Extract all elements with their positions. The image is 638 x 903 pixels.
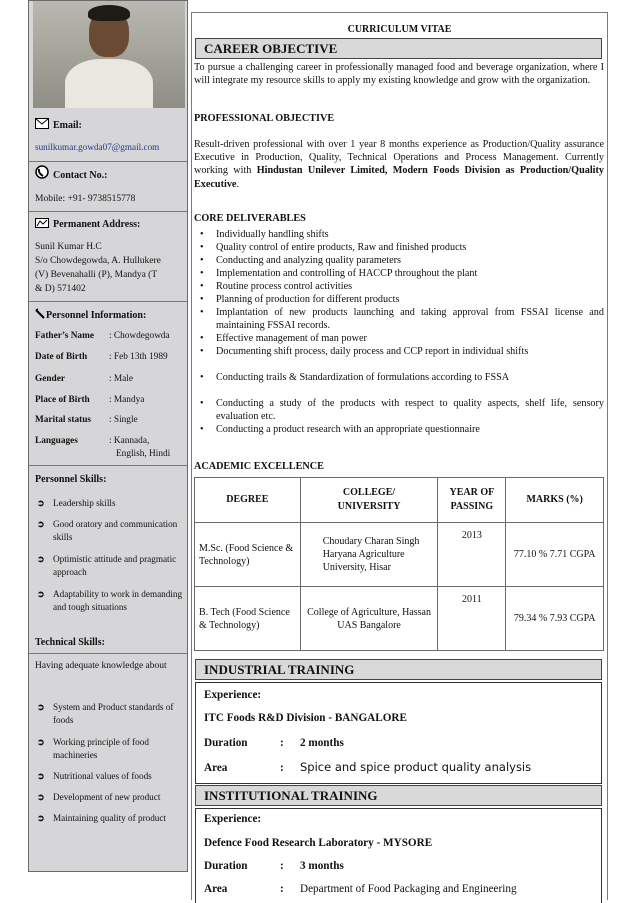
experience-label: Experience: <box>204 813 262 825</box>
arrow-icon: ➲ <box>37 554 45 564</box>
sidebar <box>28 0 188 872</box>
experience-label: Experience: <box>204 689 262 701</box>
table-header-row <box>195 478 604 523</box>
training-organization: ITC Foods R&D Division - BANGALORE <box>204 712 407 724</box>
arrow-icon: ➲ <box>37 771 45 781</box>
marks-cell: 77.10 % 7.71 CGPA <box>506 523 604 587</box>
email-link[interactable]: sunilkumar.gowda07@gmail.com <box>35 142 160 152</box>
skill-item: ➲ Adaptability to work in demanding and tough situations <box>37 589 183 612</box>
profile-photo <box>33 1 185 108</box>
contact-label: Contact No.: <box>35 165 107 184</box>
technical-skills-label: Technical Skills: <box>35 637 105 648</box>
personal-info-label: Personnel Information: <box>35 308 146 324</box>
institutional-training-bar: INSTITUTIONAL TRAINING <box>195 785 602 806</box>
career-objective-bar: CAREER OBJECTIVE <box>195 38 602 59</box>
area-row: Area : Department of Food Packaging and Engineering <box>204 883 517 895</box>
arrow-icon: ➲ <box>37 792 45 802</box>
personal-info-row: Languages : Kannada, <box>35 436 150 446</box>
deliverable-item: • Planning of production for different products <box>216 294 604 307</box>
degree-cell: B. Tech (Food Science & Technology) <box>195 587 301 651</box>
marks-cell: 79.34 % 7.93 CGPA <box>506 587 604 651</box>
deliverable-item: • Individually handling shifts <box>216 229 604 242</box>
degree-cell: M.Sc. (Food Science & Technology) <box>195 523 301 587</box>
career-objective-text: To pursue a challenging career in professionally managed food and beverage organization, where I will integrate my resource skills to apply my existing knowledge and grow with the organization. <box>194 62 604 87</box>
mobile-number: Mobile: +91- 9738515778 <box>35 194 136 204</box>
arrow-icon: ➲ <box>37 737 45 747</box>
arrow-icon: ➲ <box>37 813 45 823</box>
deliverable-item: • Conducting trails & Standardization of formulations according to FSSA <box>216 372 604 385</box>
personal-info-row: Gender : Male <box>35 374 134 384</box>
personal-info-row: Marital status : Single <box>35 415 138 425</box>
professional-objective-heading: PROFESSIONAL OBJECTIVE <box>194 113 335 124</box>
personal-info-row: English, Hindi <box>116 449 171 459</box>
arrow-icon: ➲ <box>37 589 45 599</box>
college-cell: Choudary Charan Singh Haryana Agriculture University, Hisar <box>300 523 438 587</box>
address-line: S/o Chowdegowda, A. Hullukere <box>35 256 161 266</box>
address-line: & D) 571402 <box>35 284 86 294</box>
address-label: Permanent Address: <box>35 217 140 233</box>
academic-heading: ACADEMIC EXCELLENCE <box>194 461 324 472</box>
skill-item: ➲ Optimistic attitude and pragmatic approach <box>37 554 177 577</box>
phone-icon <box>35 165 49 179</box>
personnel-skills-label: Personnel Skills: <box>35 474 107 485</box>
table-row <box>195 523 604 587</box>
column-header: COLLEGE/ UNIVERSITY <box>300 478 438 523</box>
year-cell: 2011 <box>438 587 506 651</box>
institutional-training-box <box>195 808 602 903</box>
email-label: Email: <box>35 118 82 134</box>
arrow-icon: ➲ <box>37 498 45 508</box>
home-icon <box>35 217 49 228</box>
deliverable-item: • Conducting a study of the products with respect to quality aspects, shelf life, sensory evaluation etc. <box>216 398 604 423</box>
column-header: YEAR OF PASSING <box>438 478 506 523</box>
deliverable-item: • Conducting and analyzing quality parameters <box>216 255 604 268</box>
personal-info-row: Father’s Name : Chowdegowda <box>35 331 170 341</box>
industrial-training-box <box>195 682 602 784</box>
deliverable-item: • Implantation of new products launching and taking approval from FSSAI license and maintaining FSSAI records. <box>216 307 604 332</box>
technical-skill-item: ➲ Development of new product <box>37 792 161 802</box>
deliverable-item: • Quality control of entire products, Raw and finished products <box>216 242 604 255</box>
college-cell: College of Agriculture, Hassan UAS Bangalore <box>300 587 438 651</box>
deliverable-item: • Implementation and controlling of HACCP throughout the plant <box>216 268 604 281</box>
duration-row: Duration : 3 months <box>204 860 344 872</box>
deliverable-item: • Documenting shift process, daily process and CCP report in individual shifts <box>216 346 604 359</box>
technical-skill-item: ➲ Working principle of food machineries <box>37 737 149 760</box>
area-row: Area : Spice and spice product quality analysis <box>204 760 532 774</box>
personal-info-row: Place of Birth : Mandya <box>35 395 145 405</box>
deliverable-item: • Conducting a product research with an appropriate questionnaire <box>216 424 604 437</box>
address-line: Sunil Kumar H.C <box>35 242 102 252</box>
deliverable-item: • Routine process control activities <box>216 281 604 294</box>
duration-row: Duration : 2 months <box>204 737 344 749</box>
technical-intro: Having adequate knowledge about <box>35 661 167 671</box>
cv-title: CURRICULUM VITAE <box>347 24 452 35</box>
industrial-training-bar: INDUSTRIAL TRAINING <box>195 659 602 680</box>
arrow-icon: ➲ <box>37 702 45 712</box>
column-header: DEGREE <box>195 478 301 523</box>
table-row <box>195 587 604 651</box>
skill-item: ➲ Leadership skills <box>37 498 116 508</box>
training-organization: Defence Food Research Laboratory - MYSORE <box>204 837 433 849</box>
deliverable-item: • Effective management of man power <box>216 333 604 346</box>
skill-item: ➲ Good oratory and communication skills <box>37 519 178 542</box>
technical-skill-item: ➲ Maintaining quality of product <box>37 813 167 823</box>
pencil-icon <box>35 308 45 319</box>
column-header: MARKS (%) <box>506 478 604 523</box>
personal-info-row: Date of Birth : Feb 13th 1989 <box>35 352 168 362</box>
core-deliverables-heading: CORE DELIVERABLES <box>194 213 306 224</box>
academic-table <box>194 477 604 651</box>
professional-objective-text: Result-driven professional with over 1 year 8 months experience as Production/Quality assurance Executive in Production, Quality, Technical Operations and Process Management. Currently working with Hindustan Unilever Limited, Modern Foods Division as Production/Quality Executive. <box>194 139 604 190</box>
technical-skill-item: ➲ Nutritional values of foods <box>37 771 152 781</box>
year-cell: 2013 <box>438 523 506 587</box>
technical-skill-item: ➲ System and Product standards of foods <box>37 702 174 725</box>
address-line: (V) Bevenahalli (P), Mandya (T <box>35 270 158 280</box>
arrow-icon: ➲ <box>37 519 45 529</box>
envelope-icon <box>35 118 49 129</box>
